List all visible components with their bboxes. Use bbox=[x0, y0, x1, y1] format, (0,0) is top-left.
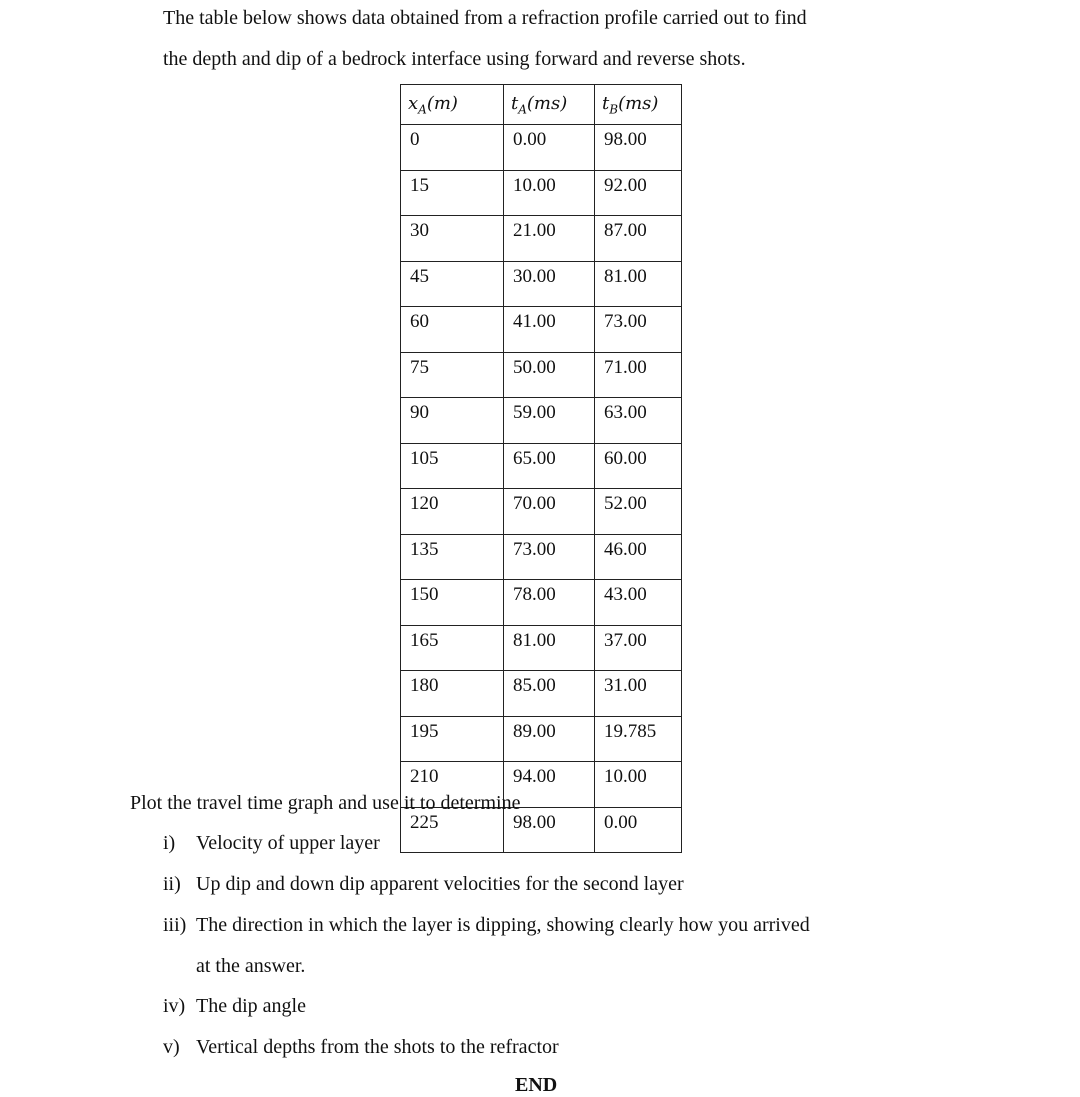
table-row bbox=[401, 125, 682, 171]
end-marker: END bbox=[515, 1074, 558, 1096]
cell-tb: 98.00 bbox=[595, 125, 682, 171]
cell-xa: 210 bbox=[401, 762, 504, 808]
instruction-text: Plot the travel time graph and use it to determine bbox=[130, 792, 521, 814]
cell-ta: 50.00 bbox=[504, 352, 595, 398]
cell-tb: 46.00 bbox=[595, 534, 682, 580]
table-row bbox=[401, 398, 682, 444]
question-number: iv) bbox=[163, 995, 186, 1017]
table-row bbox=[401, 534, 682, 580]
cell-ta: 94.00 bbox=[504, 762, 595, 808]
table-row bbox=[401, 170, 682, 216]
cell-ta: 30.00 bbox=[504, 261, 595, 307]
cell-xa: 180 bbox=[401, 671, 504, 717]
cell-ta: 65.00 bbox=[504, 443, 595, 489]
cell-tb: 0.00 bbox=[595, 807, 682, 853]
cell-tb: 10.00 bbox=[595, 762, 682, 808]
table-row bbox=[401, 352, 682, 398]
table-row bbox=[401, 307, 682, 353]
refraction-data-table bbox=[400, 84, 682, 853]
table-row bbox=[401, 671, 682, 717]
header-ta: $t_A(ms)$ bbox=[504, 85, 595, 125]
question-text: Velocity of upper layer bbox=[196, 832, 380, 854]
cell-tb: 43.00 bbox=[595, 580, 682, 626]
header-tb: $t_B(ms)$ bbox=[595, 85, 682, 125]
table-row bbox=[401, 716, 682, 762]
intro-line-1: The table below shows data obtained from a refraction profile carried out to find bbox=[163, 7, 807, 29]
question-text: The direction in which the layer is dipping, showing clearly how you arrived bbox=[196, 914, 810, 936]
cell-xa: 105 bbox=[401, 443, 504, 489]
cell-xa: 195 bbox=[401, 716, 504, 762]
cell-ta: 85.00 bbox=[504, 671, 595, 717]
table-row bbox=[401, 580, 682, 626]
cell-tb: 37.00 bbox=[595, 625, 682, 671]
cell-ta: 21.00 bbox=[504, 216, 595, 262]
question-item bbox=[163, 994, 306, 1018]
cell-xa: 135 bbox=[401, 534, 504, 580]
table-row bbox=[401, 216, 682, 262]
question-text: Vertical depths from the shots to the refractor bbox=[196, 1036, 559, 1058]
cell-ta: 70.00 bbox=[504, 489, 595, 535]
question-number: ii) bbox=[163, 873, 181, 895]
cell-ta: 41.00 bbox=[504, 307, 595, 353]
cell-xa: 0 bbox=[401, 125, 504, 171]
table-row bbox=[401, 489, 682, 535]
cell-ta: 78.00 bbox=[504, 580, 595, 626]
question-number: i) bbox=[163, 832, 176, 854]
cell-ta: 98.00 bbox=[504, 807, 595, 853]
header-xa: $x_A(m)$ bbox=[401, 85, 504, 125]
question-number: iii) bbox=[163, 914, 187, 936]
cell-xa: 150 bbox=[401, 580, 504, 626]
cell-tb: 19.785 bbox=[595, 716, 682, 762]
cell-tb: 63.00 bbox=[595, 398, 682, 444]
question-item bbox=[163, 872, 684, 896]
question-number: v) bbox=[163, 1036, 180, 1058]
table-row bbox=[401, 443, 682, 489]
cell-tb: 92.00 bbox=[595, 170, 682, 216]
cell-xa: 75 bbox=[401, 352, 504, 398]
cell-tb: 52.00 bbox=[595, 489, 682, 535]
table-body bbox=[401, 125, 682, 853]
question-item bbox=[163, 913, 810, 937]
table-header-row bbox=[401, 85, 682, 125]
cell-tb: 73.00 bbox=[595, 307, 682, 353]
cell-xa: 120 bbox=[401, 489, 504, 535]
cell-xa: 90 bbox=[401, 398, 504, 444]
cell-ta: 81.00 bbox=[504, 625, 595, 671]
cell-ta: 59.00 bbox=[504, 398, 595, 444]
cell-ta: 10.00 bbox=[504, 170, 595, 216]
cell-tb: 31.00 bbox=[595, 671, 682, 717]
cell-ta: 73.00 bbox=[504, 534, 595, 580]
cell-xa: 60 bbox=[401, 307, 504, 353]
cell-ta: 0.00 bbox=[504, 125, 595, 171]
question-text: Up dip and down dip apparent velocities for the second layer bbox=[196, 873, 684, 895]
cell-xa: 45 bbox=[401, 261, 504, 307]
cell-tb: 81.00 bbox=[595, 261, 682, 307]
question-item bbox=[163, 831, 380, 855]
question-text: The dip angle bbox=[196, 995, 306, 1017]
table-row bbox=[401, 261, 682, 307]
cell-xa: 165 bbox=[401, 625, 504, 671]
table-row bbox=[401, 625, 682, 671]
cell-xa: 30 bbox=[401, 216, 504, 262]
cell-tb: 60.00 bbox=[595, 443, 682, 489]
cell-xa: 225 bbox=[401, 807, 504, 853]
cell-ta: 89.00 bbox=[504, 716, 595, 762]
question-text-continuation: at the answer. bbox=[196, 955, 306, 977]
cell-tb: 87.00 bbox=[595, 216, 682, 262]
question-item bbox=[163, 1035, 559, 1059]
cell-tb: 71.00 bbox=[595, 352, 682, 398]
cell-xa: 15 bbox=[401, 170, 504, 216]
intro-line-2: the depth and dip of a bedrock interface using forward and reverse shots. bbox=[163, 48, 746, 70]
